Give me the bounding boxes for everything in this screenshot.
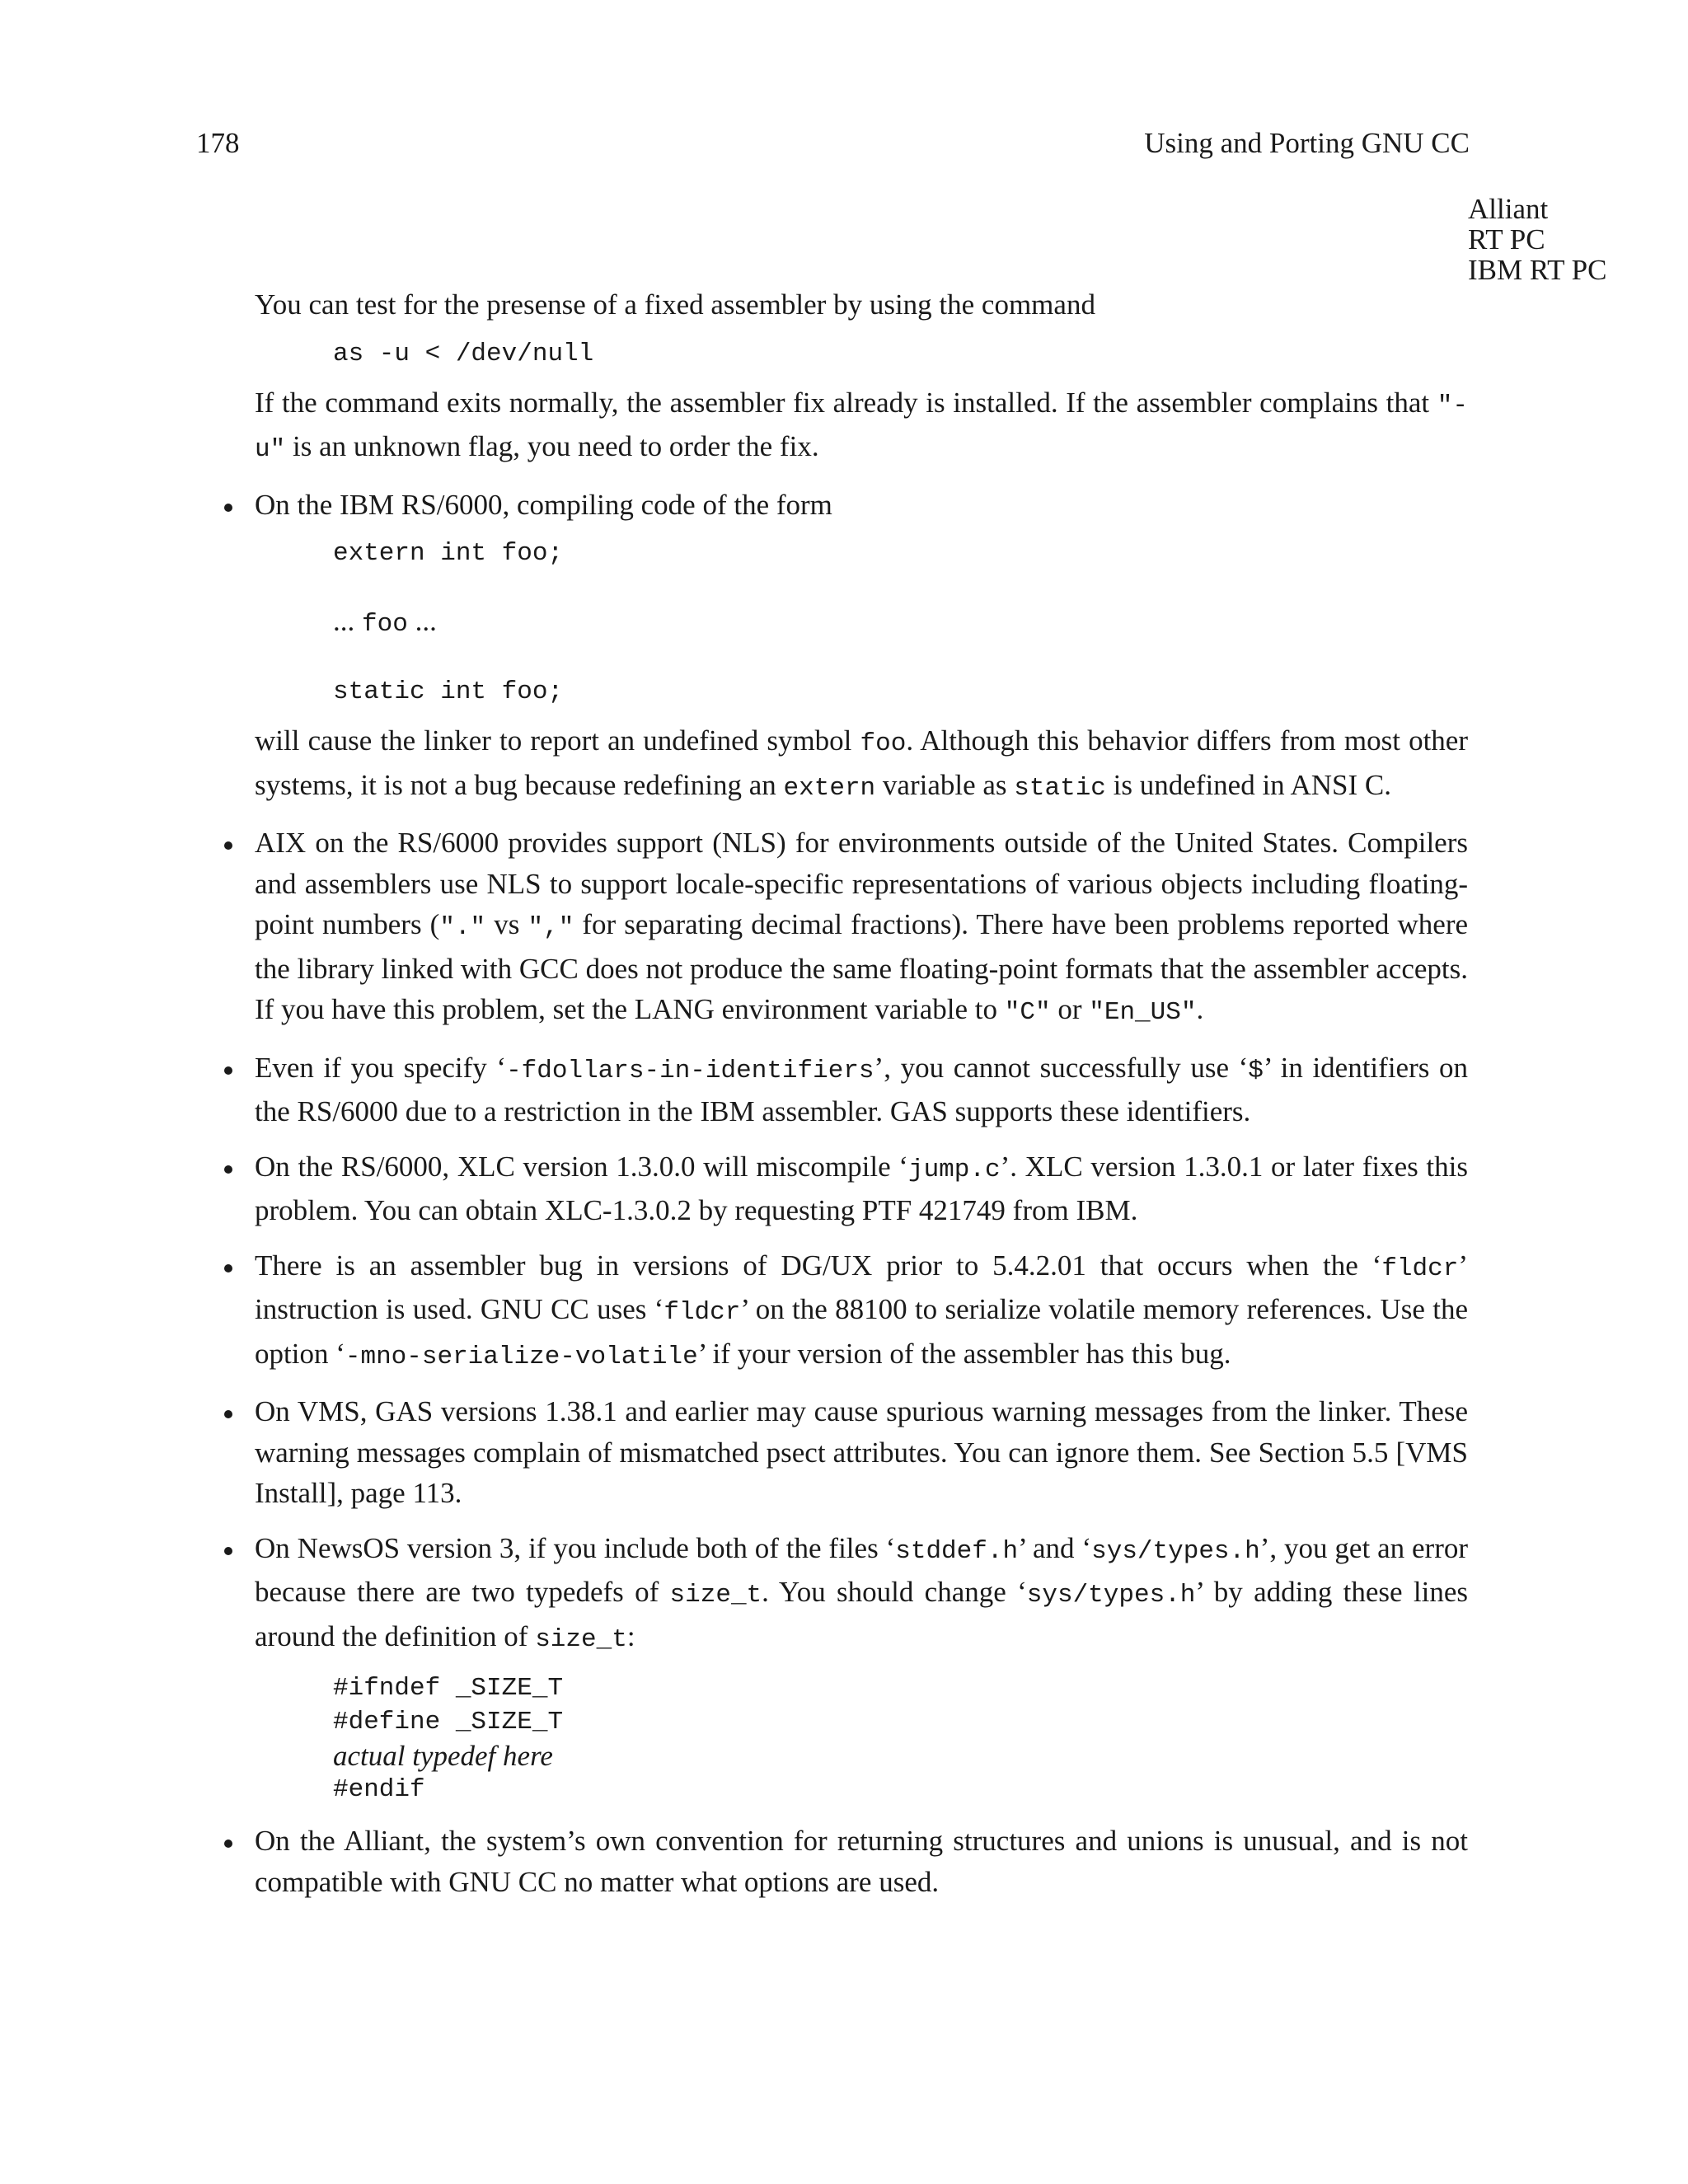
- bullet-icon: [224, 1410, 232, 1418]
- inline-code: "-u": [255, 391, 1468, 464]
- bullet-icon: [224, 1066, 232, 1075]
- inline-code: $: [1248, 1056, 1264, 1085]
- code-line: extern int foo;: [333, 539, 564, 568]
- code-line: static int foo;: [333, 677, 564, 706]
- bullet-icon: [224, 1264, 232, 1272]
- code-line: #define _SIZE_T: [333, 1708, 564, 1736]
- inline-code: ",": [528, 913, 574, 942]
- margin-notes: [1468, 194, 1606, 285]
- inline-code: -fdollars-in-identifiers: [506, 1056, 874, 1085]
- inline-code: size_t: [535, 1624, 627, 1654]
- inline-code: "C": [1004, 998, 1051, 1027]
- code-line: actual typedef here: [333, 1740, 553, 1772]
- code-line: #endif: [333, 1775, 425, 1804]
- bullet-icon: [224, 504, 232, 512]
- paragraph: There is an assembler bug in versions of DG/UX prior to 5.4.2.01 that occurs when the ‘fldcr’ instruction is used. GNU CC uses ‘fldcr’ on the 88100 to serialize volatile memory references. Use the option ‘-mno-serialize-volatile’ if your version of the assembler has this bug.: [255, 1249, 1469, 1371]
- paragraph: will cause the linker to report an undefined symbol foo. Although this behavior differs from most other systems, it is not a bug because redefining an extern variable as static is undefined in ANSI C.: [255, 724, 1468, 803]
- bullet-icon: [224, 1547, 232, 1555]
- running-title: Using and Porting GNU CC: [1144, 127, 1470, 159]
- inline-code: extern: [783, 773, 876, 803]
- bullet-icon: [224, 841, 232, 850]
- paragraph: On NewsOS version 3, if you include both of the files ‘stddef.h’ and ‘sys/types.h’, you get an error because there are two typedefs of size_t. You should change ‘sys/types.h’ by adding these lines around the definition of size_t:: [255, 1531, 1469, 1654]
- list-item: [255, 1047, 1468, 1132]
- list-item: [255, 485, 1468, 809]
- margin-note: IBM RT PC: [1468, 254, 1607, 286]
- inline-code: "En_US": [1089, 998, 1197, 1027]
- code-block: [333, 1671, 1468, 1807]
- paragraph: On the Alliant, the system’s own convention for returning structures and unions is unusual, and is not compatible with GNU CC no matter what options are used.: [255, 1825, 1468, 1898]
- paragraph: On the IBM RS/6000, compiling code of the form: [255, 488, 832, 521]
- code-block: [333, 537, 1468, 709]
- inline-code: size_t: [669, 1581, 762, 1610]
- code-line: #ifndef _SIZE_T: [333, 1674, 564, 1703]
- page-number: 178: [196, 127, 240, 159]
- inline-code: -mno-serialize-volatile: [345, 1342, 698, 1371]
- list-item: [255, 1528, 1468, 1807]
- list-item: [255, 1391, 1468, 1514]
- inline-code: stddef.h: [895, 1536, 1019, 1566]
- code-line: as -u < /dev/null: [333, 339, 594, 368]
- list-item: [255, 1146, 1468, 1231]
- bullet-icon: [224, 1840, 232, 1848]
- margin-note: Alliant: [1468, 193, 1549, 225]
- inline-code: sys/types.h: [1091, 1536, 1260, 1566]
- paragraph: Even if you specify ‘-fdollars-in-identifiers’, you cannot successfully use ‘$’ in identifiers on the RS/6000 due to a restriction in the IBM assembler. GAS supports these identifiers.: [255, 1051, 1468, 1127]
- code-block: [333, 337, 1468, 371]
- paragraph: You can test for the presense of a fixed assembler by using the command: [255, 288, 1095, 321]
- inline-code: sys/types.h: [1026, 1581, 1196, 1610]
- list-item: [255, 1245, 1468, 1378]
- code-line: ... foo ...: [333, 605, 437, 639]
- margin-note: RT PC: [1468, 223, 1545, 255]
- paragraph: AIX on the RS/6000 provides support (NLS) for environments outside of the United States. Compilers and assemblers use NLS to support locale-specific representations of various objects including floating-point numbers ("." vs "," for separating decimal fractions). There have been problems reported where the library linked with GCC does not produce the same floating-point formats that the assembler accepts. If you have this problem, set the LANG environment variable to "C" or "En_US".: [255, 827, 1469, 1027]
- list-item: [255, 823, 1468, 1033]
- paragraph: On the RS/6000, XLC version 1.3.0.0 will miscompile ‘jump.c’. XLC version 1.3.0.1 or later fixes this problem. You can obtain XLC-1.3.0.2 by requesting PTF 421749 from IBM.: [255, 1150, 1468, 1226]
- paragraph: If the command exits normally, the assembler fix already is installed. If the assembler complains that "-u" is an unknown flag, you need to order the fix.: [255, 386, 1468, 464]
- inline-code: fldcr: [1381, 1254, 1459, 1283]
- bullet-icon: [224, 1165, 232, 1174]
- inline-code: static: [1014, 773, 1106, 803]
- paragraph: On VMS, GAS versions 1.38.1 and earlier may cause spurious warning messages from the linker. These warning messages complain of mismatched psect attributes. You can ignore them. See Section 5.5 [VMS Install], page 113.: [255, 1395, 1468, 1509]
- inline-code: jump.c: [907, 1155, 1001, 1184]
- list-item: [255, 1821, 1468, 1902]
- inline-code: foo: [860, 729, 907, 758]
- inline-code: ".": [439, 913, 486, 942]
- inline-code: fldcr: [663, 1298, 741, 1327]
- main-content: [255, 284, 1468, 1902]
